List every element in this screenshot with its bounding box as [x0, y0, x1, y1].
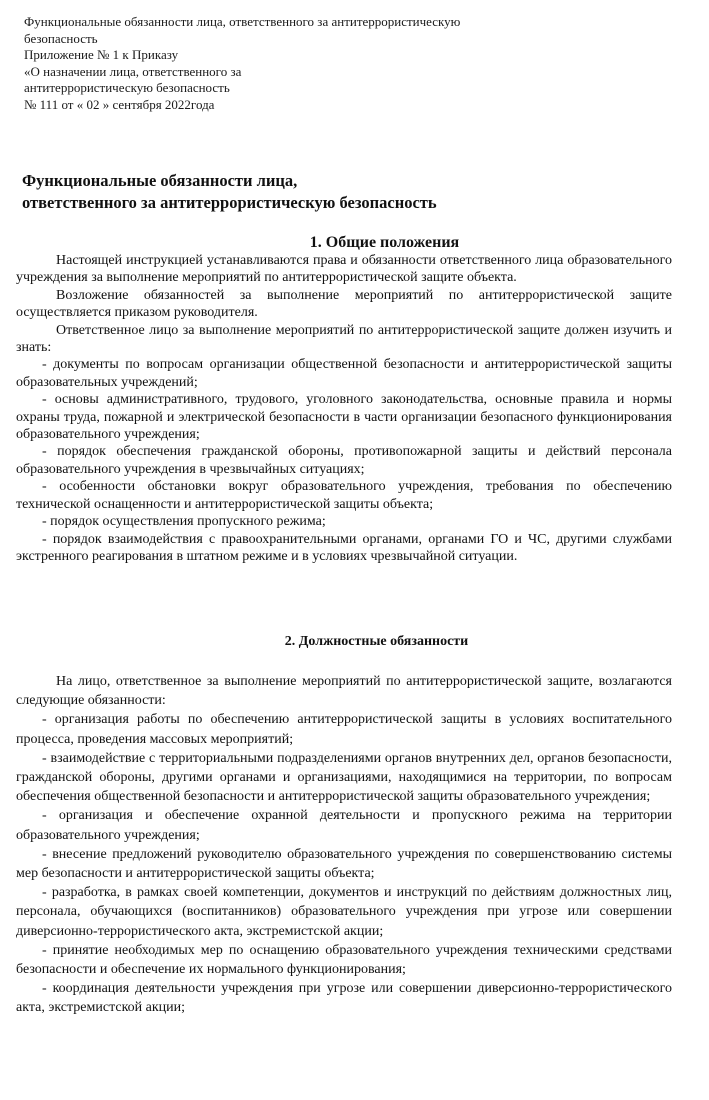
- document-title-line: Функциональные обязанности лица,: [22, 171, 298, 190]
- list-item: - порядок обеспечения гражданской обороны, противопожарной защиты и действий персонала образовательного учреждения в чрезвычайных ситуациях;: [16, 444, 672, 477]
- header-line: Функциональные обязанности лица, ответственного за антитеррористическую: [24, 14, 461, 29]
- document-title: [22, 170, 662, 214]
- section-heading-general: 1. Общие положения: [309, 234, 460, 251]
- header-line: безопасность: [24, 30, 98, 46]
- paragraph: Настоящей инструкцией устанавливаются права и обязанности ответственного лица образовательного учреждения за выполнение мероприятий по антитеррористической защите объекта.: [16, 253, 672, 286]
- paragraph: Возложение обязанностей за выполнение мероприятий по антитеррористической защите осуществляется приказом руководителя.: [16, 287, 672, 321]
- list-item: - особенности обстановки вокруг образовательного учреждения, требования по обеспечению технической оснащенности и антитеррористической защиты объекта;: [16, 479, 672, 512]
- list-item: - внесение предложений руководителю образовательного учреждения по совершенствованию системы мер безопасности и антитеррористической защиты объекта;: [16, 846, 672, 882]
- order-appendix-header: [24, 14, 624, 113]
- list-item: - организация работы по обеспечению антитеррористической защиты в условиях воспитательного процесса, проведения массовых мероприятий;: [16, 712, 672, 747]
- section-heading-duties: 2. Должностные обязанности: [284, 634, 469, 649]
- section-duties-body: [16, 664, 672, 1018]
- header-line: Приложение № 1 к Приказу: [24, 47, 179, 62]
- section-general-body: [16, 252, 672, 565]
- list-item: - документы по вопросам организации общественной безопасности и антитеррористической защиты образовательных учреждений;: [16, 357, 672, 390]
- list-item: - принятие необходимых мер по оснащению образовательного учреждения техническими средствами безопасности и обеспечение их нормального функционирования;: [16, 942, 672, 978]
- paragraph: На лицо, ответственное за выполнение мероприятий по антитеррористической защите, возлагаются следующие обязанности:: [16, 674, 672, 709]
- list-item: - порядок взаимодействия с правоохранительными органами, органами ГО и ЧС, другими службами экстренного реагирования в штатном режиме и в условиях чрезвычайной ситуации.: [16, 531, 672, 564]
- list-item: - порядок осуществления пропускного режима;: [42, 514, 326, 530]
- header-line: антитеррористическую безопасность: [24, 80, 230, 95]
- document-title-line: ответственного за антитеррористическую безопасность: [22, 193, 437, 212]
- header-line: № 111 от « 02 » сентября 2022года: [24, 96, 215, 112]
- list-item: - основы административного, трудового, уголовного законодательства, основные правила и нормы охраны труда, пожарной и электрической безопасности в части организации безопасного функционирования образовательного учреждения;: [16, 392, 672, 443]
- paragraph: Ответственное лицо за выполнение мероприятий по антитеррористической защите должен изучить и знать:: [16, 322, 672, 356]
- list-item: - взаимодействие с территориальными подразделениями органов внутренних дел, органов безопасности, гражданской обороны, другими органами и организациями, находящимися на территории, по вопросам обеспечения общественной безопасности и антитеррористической защиты образовательного учреждения;: [16, 750, 672, 805]
- list-item: - координация деятельности учреждения при угрозе или совершении диверсионно-террористического акта, экстремистской акции;: [16, 981, 672, 1016]
- header-line: «О назначении лица, ответственного за: [24, 63, 242, 79]
- list-item: - разработка, в рамках своей компетенции, документов и инструкций по действиям должностных лиц, персонала, обучающихся (воспитанников) образовательного учреждения при угрозе или совершении диверсионно-террористического акта, экстремистской акции;: [16, 885, 672, 939]
- list-item: - организация и обеспечение охранной деятельности и пропускного режима на территории образовательного учреждения;: [16, 808, 672, 843]
